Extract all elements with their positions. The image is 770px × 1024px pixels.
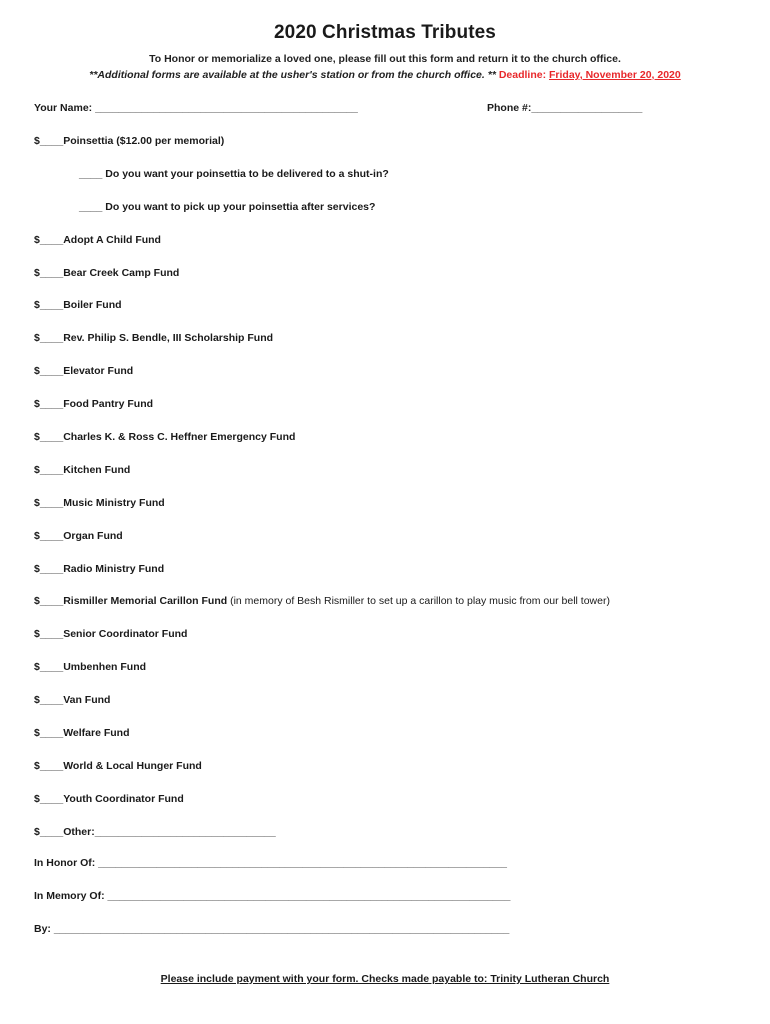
fund-line[interactable]: $____Rev. Philip S. Bendle, III Scholarship Fund: [34, 332, 274, 344]
payment-footer: Please include payment with your form. Checks made payable to: Trinity Lutheran Church: [160, 973, 610, 985]
carillon-note: (in memory of Besh Rismiller to set up a carillon to play music from our bell tower): [227, 595, 610, 607]
fund-line[interactable]: $____Umbenhen Fund: [34, 661, 147, 673]
additional-note-text: **Additional forms are available at the usher's station or from the church office. **: [89, 69, 496, 81]
form-title: 2020 Christmas Tributes: [274, 22, 496, 43]
fund-line[interactable]: $____Kitchen Fund: [34, 464, 131, 476]
form-instructions: To Honor or memorialize a loved one, please fill out this form and return it to the church office.: [149, 53, 621, 65]
fund-line[interactable]: $____Adopt A Child Fund: [34, 234, 161, 246]
fund-line[interactable]: $____Charles K. & Ross C. Heffner Emergency Fund: [34, 431, 296, 443]
fund-line[interactable]: $____Youth Coordinator Fund: [34, 793, 184, 805]
fund-line[interactable]: $____Organ Fund: [34, 530, 123, 542]
deadline-date: Friday, November 20, 2020: [549, 69, 681, 81]
phone-field[interactable]: Phone #:___________________: [487, 102, 643, 114]
fund-line[interactable]: $____Van Fund: [34, 694, 111, 706]
fund-line[interactable]: $____Elevator Fund: [34, 365, 134, 377]
fund-line[interactable]: $____Boiler Fund: [34, 299, 122, 311]
poinsettia-line[interactable]: $____Poinsettia ($12.00 per memorial): [34, 135, 225, 147]
carillon-fund-row[interactable]: [34, 595, 610, 607]
fund-line[interactable]: $____Senior Coordinator Fund: [34, 628, 188, 640]
in-memory-of-field[interactable]: In Memory Of: _____________________________________________________________________: [34, 890, 511, 902]
your-name-field[interactable]: Your Name: _____________________________________________: [34, 102, 358, 114]
fund-line: $____Rismiller Memorial Carillon Fund: [34, 595, 228, 607]
by-field[interactable]: By: ______________________________________________________________________________: [34, 923, 510, 935]
fund-line[interactable]: $____Music Ministry Fund: [34, 497, 165, 509]
deadline-label: Deadline:: [498, 69, 547, 81]
fund-line[interactable]: $____World & Local Hunger Fund: [34, 760, 202, 772]
pickup-question[interactable]: ____ Do you want to pick up your poinsettia after services?: [79, 201, 376, 213]
additional-forms-note: [0, 69, 770, 81]
fund-line[interactable]: $____Bear Creek Camp Fund: [34, 267, 180, 279]
shut-in-question[interactable]: ____ Do you want your poinsettia to be delivered to a shut-in?: [79, 168, 389, 180]
in-honor-of-field[interactable]: In Honor Of: ______________________________________________________________________: [34, 857, 507, 869]
fund-line[interactable]: $____Welfare Fund: [34, 727, 130, 739]
other-fund-line[interactable]: $____Other:_______________________________: [34, 826, 276, 838]
fund-line[interactable]: $____Food Pantry Fund: [34, 398, 154, 410]
fund-line[interactable]: $____Radio Ministry Fund: [34, 563, 165, 575]
